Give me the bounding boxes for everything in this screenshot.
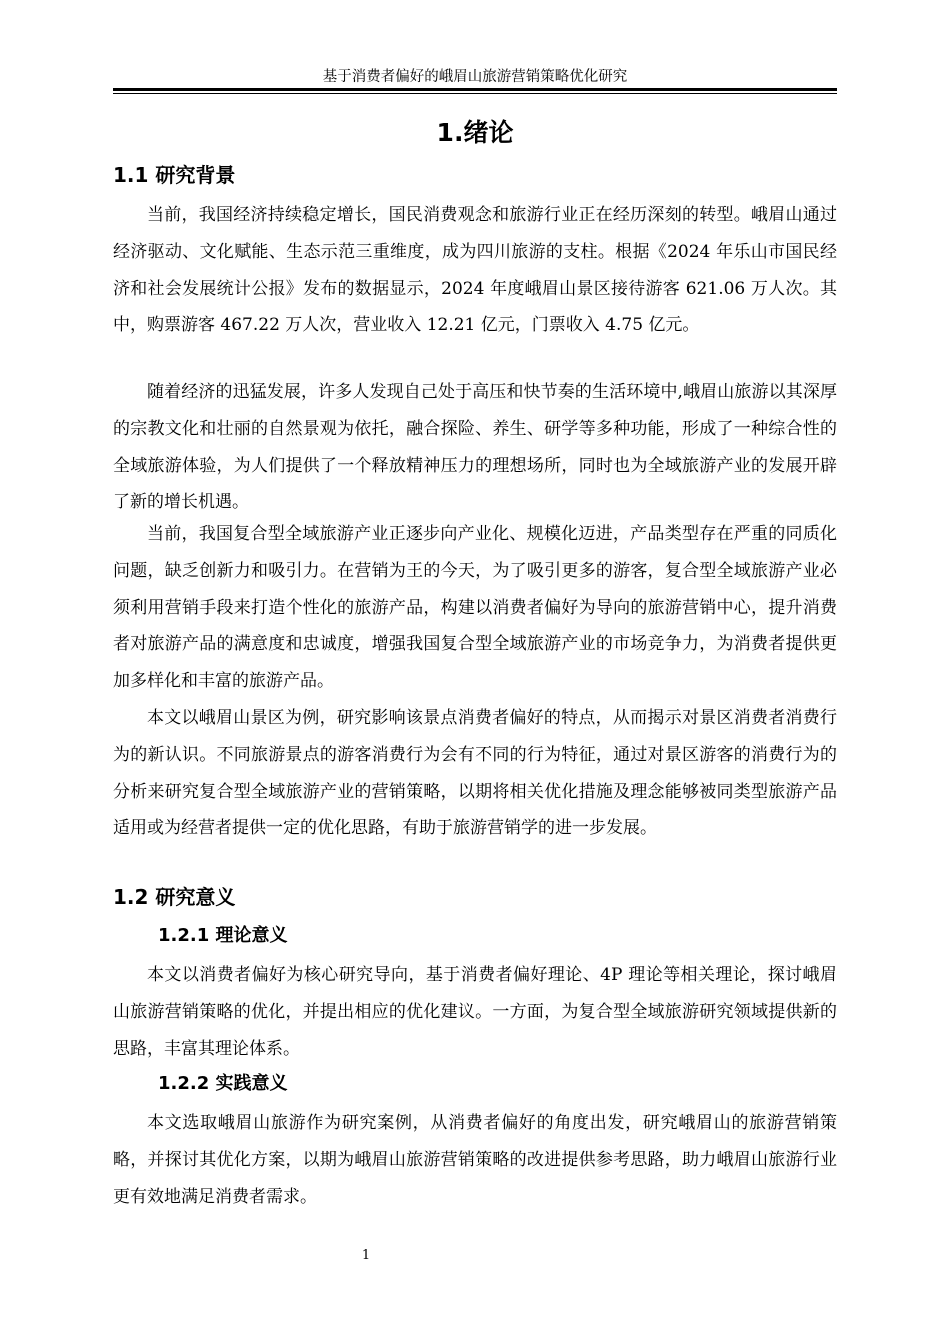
- header-rule-thick: [113, 88, 837, 91]
- paragraph-theoretical: 本文以消费者偏好为核心研究导向，基于消费者偏好理论、4P 理论等相关理论，探讨峨眉山旅游营销策略的优化，并提出相应的优化建议。一方面，为复合型全域旅游研究领域提供新的思路，丰富其理论体系。: [113, 965, 837, 1059]
- running-header: 基于消费者偏好的峨眉山旅游营销策略优化研究: [322, 69, 628, 85]
- section-heading-research-background: 1.1 研究背景: [113, 163, 236, 187]
- subsection-heading-practical: 1.2.2 实践意义: [158, 1073, 288, 1094]
- paragraph-practical: 本文选取峨眉山旅游作为研究案例，从消费者偏好的角度出发，研究峨眉山的旅游营销策略，并探讨其优化方案，以期为峨眉山旅游营销策略的改进提供参考思路，助力峨眉山旅游行业更有效地满足消费者需求。: [113, 1113, 837, 1207]
- paragraph-background-3: 当前，我国复合型全域旅游产业正逐步向产业化、规模化迈进，产品类型存在严重的同质化问题，缺乏创新力和吸引力。在营销为王的今天，为了吸引更多的游客，复合型全域旅游产业必须利用营销手段来打造个性化的旅游产品，构建以消费者偏好为导向的旅游营销中心，提升消费者对旅游产品的满意度和忠诚度，增强我国复合型全域旅游产业的市场竞争力，为消费者提供更加多样化和丰富的旅游产品。: [113, 524, 837, 692]
- section-heading-research-significance: 1.2 研究意义: [113, 885, 236, 909]
- chapter-title: 1.绪论: [436, 118, 514, 147]
- page-number: 1: [361, 1248, 371, 1263]
- paragraph-background-4: 本文以峨眉山景区为例，研究影响该景点消费者偏好的特点，从而揭示对景区消费者消费行为的新认识。不同旅游景点的游客消费行为会有不同的行为特征，通过对景区游客的消费行为的分析来研究复合型全域旅游产业的营销策略，以期将相关优化措施及理念能够被同类型旅游产品适用或为经营者提供一定的优化思路，有助于旅游营销学的进一步发展。: [113, 708, 837, 839]
- paragraph-background-1: 当前，我国经济持续稳定增长，国民消费观念和旅游行业正在经历深刻的转型。峨眉山通过经济驱动、文化赋能、生态示范三重维度，成为四川旅游的支柱。根据《2024 年乐山市国民经济和社会发展统计公报》发布的数据显示，2024 年度峨眉山景区接待游客 621.06 万人次。其中，购票游客 467.22 万人次，营业收入 12.21 亿元，门票收入 4.75 亿元。: [113, 205, 837, 336]
- subsection-heading-theoretical: 1.2.1 理论意义: [158, 925, 288, 946]
- paragraph-background-2: 随着经济的迅猛发展，许多人发现自己处于高压和快节奏的生活环境中,峨眉山旅游以其深厚的宗教文化和壮丽的自然景观为依托，融合探险、养生、研学等多种功能，形成了一种综合性的全域旅游体验，为人们提供了一个释放精神压力的理想场所，同时也为全域旅游产业的发展开辟了新的增长机遇。: [113, 382, 837, 513]
- header-rule-thin: [113, 93, 837, 94]
